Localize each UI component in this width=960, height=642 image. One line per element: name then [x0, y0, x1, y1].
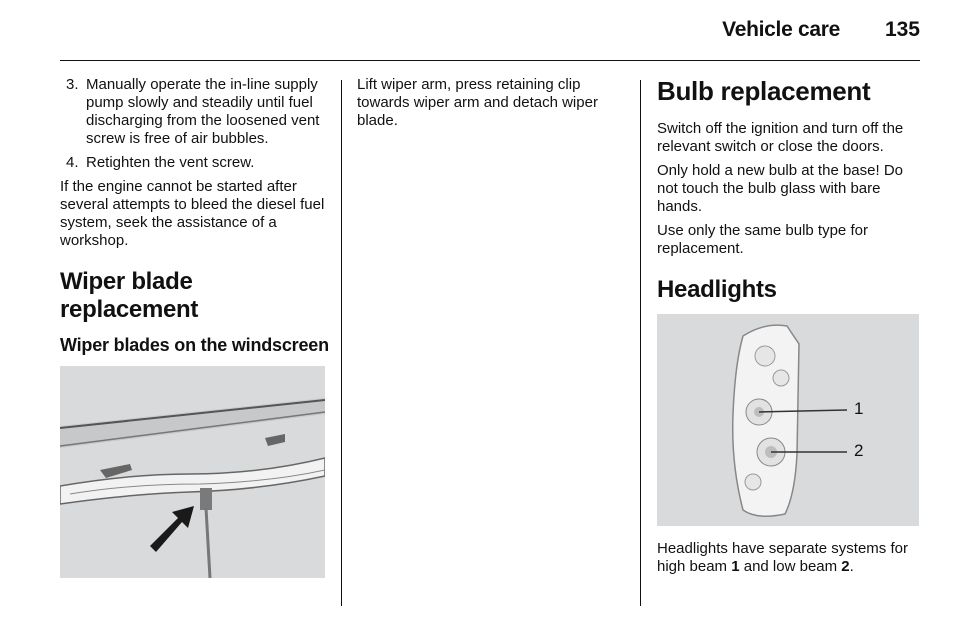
column-2	[357, 76, 627, 136]
wiper-illustration	[60, 366, 325, 578]
headlight-figure	[657, 314, 919, 526]
section-heading: Bulb replacement	[657, 76, 871, 106]
paragraph: Use only the same bulb type for replacement.	[657, 222, 868, 257]
wiper-figure	[60, 366, 325, 578]
step-3	[60, 76, 330, 148]
column-1	[60, 76, 330, 578]
section-heading: Wiper blade replacement	[60, 268, 199, 323]
paragraph: Switch off the ignition and turn off the relevant switch or close the doors.	[657, 120, 904, 155]
caption-text: Headlights have separate systems for high beam	[657, 540, 908, 575]
subheading: Wiper blades on the windscreen	[60, 335, 329, 355]
step-number: 3.	[66, 76, 79, 93]
step-number: 4.	[66, 154, 79, 171]
paragraph: Lift wiper arm, press retaining clip towards wiper arm and detach wiper blade.	[357, 76, 598, 129]
paragraph: Only hold a new bulb at the base! Do not touch the bulb glass with bare hands.	[657, 162, 903, 215]
paragraph: If the engine cannot be started after several attempts to bleed the diesel fuel system, seek the assistance of a workshop.	[60, 178, 325, 249]
step-text: Retighten the vent screw.	[86, 154, 255, 171]
beam-1-ref: 1	[731, 558, 740, 575]
callout-label-2: 2	[854, 441, 864, 460]
header-rule	[60, 60, 920, 61]
callout-label-1: 1	[854, 399, 864, 418]
page-header	[0, 0, 960, 62]
step-4	[60, 154, 330, 172]
beam-2-ref: 2	[841, 558, 850, 575]
caption	[657, 540, 925, 576]
caption-text: .	[849, 558, 854, 575]
headlight-illustration	[657, 314, 919, 526]
step-text: Manually operate the in-line supply pump slowly and steadily until fuel discharging from the loosened vent screw is free of air bubbles.	[86, 76, 320, 147]
page-number: 135	[884, 18, 920, 41]
header-title: Vehicle care	[722, 18, 840, 41]
subheading: Headlights	[657, 276, 777, 303]
column-divider-1	[341, 80, 342, 606]
caption-text: and low beam	[739, 558, 842, 575]
column-divider-2	[640, 80, 641, 606]
column-3	[657, 76, 925, 582]
